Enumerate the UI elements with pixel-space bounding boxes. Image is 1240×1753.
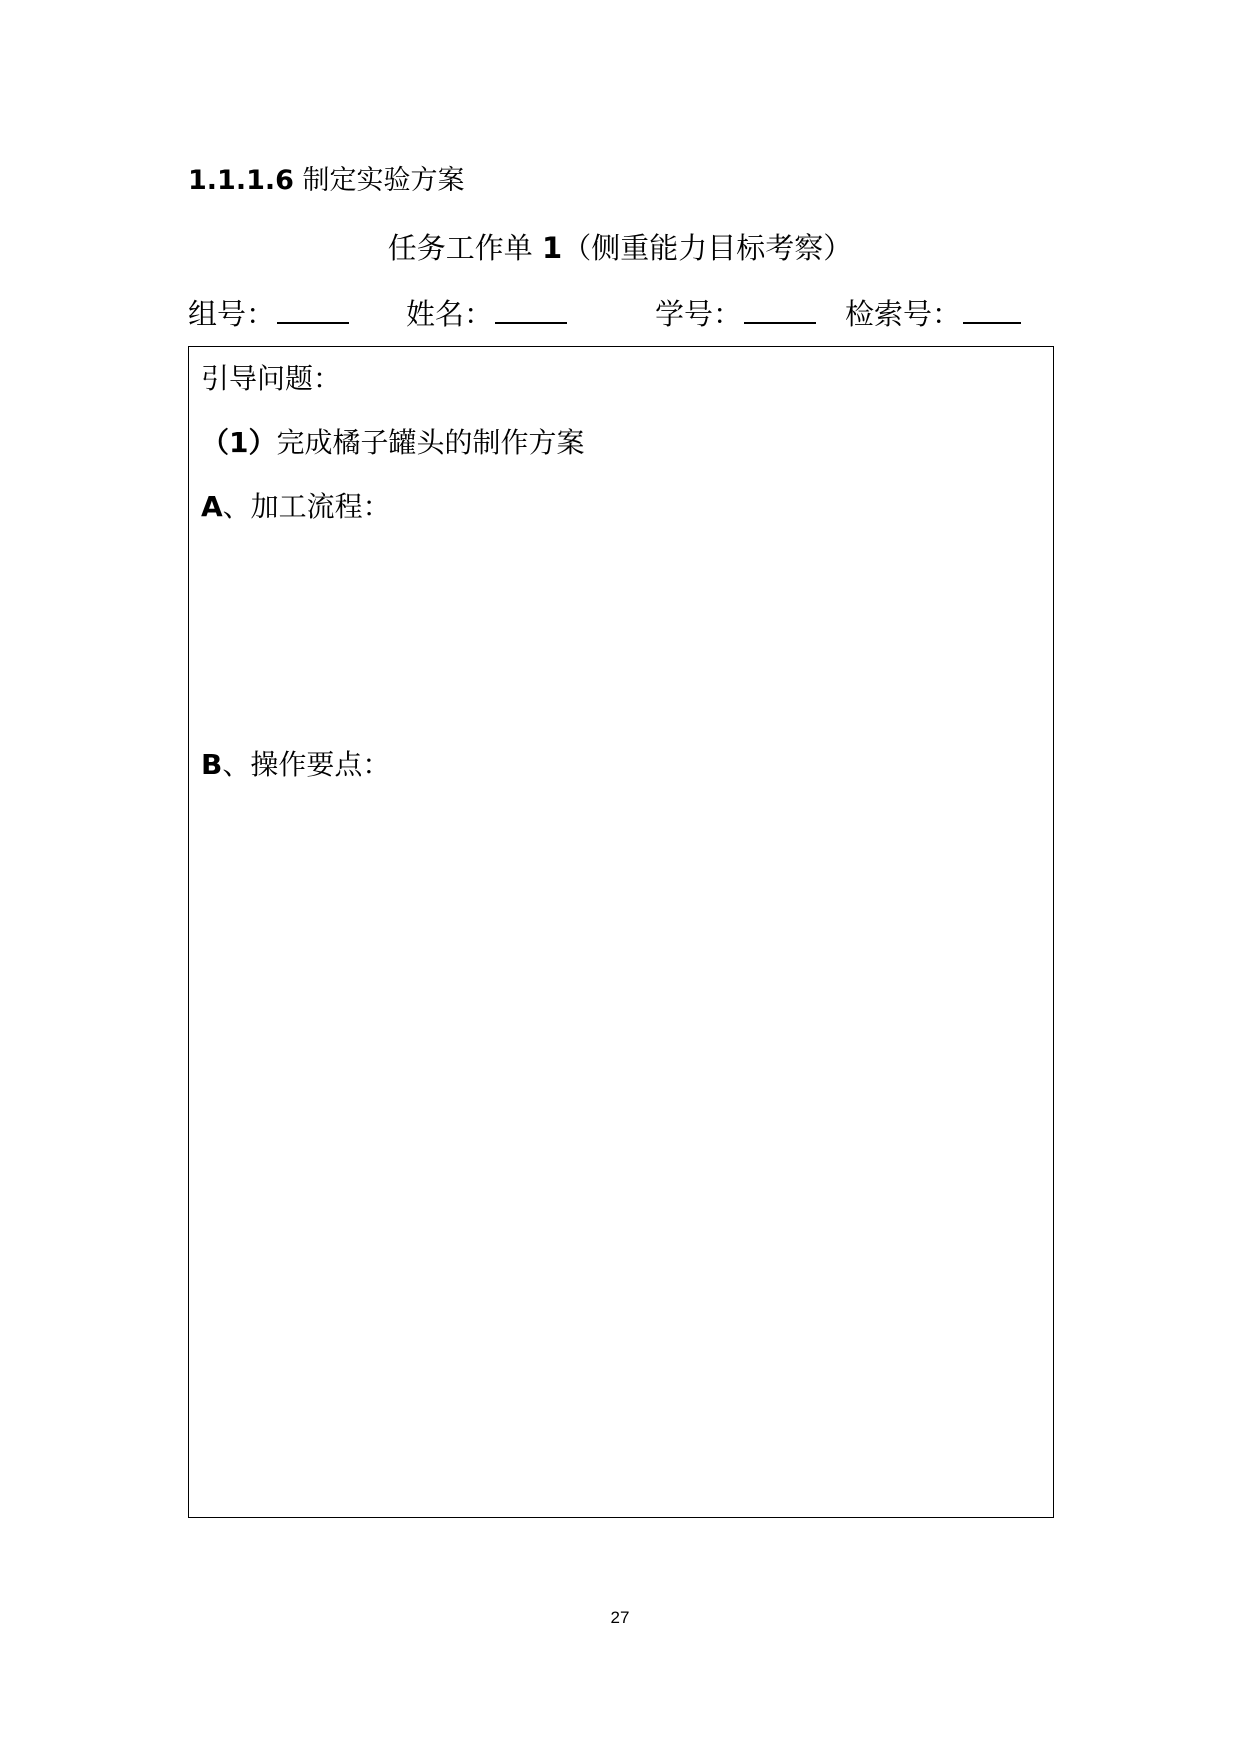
- section-heading: [188, 164, 465, 198]
- name-field: [406, 295, 567, 333]
- worksheet-title: [0, 230, 1240, 266]
- group-number-blank[interactable]: [277, 300, 349, 324]
- question-1-number: （1）: [201, 426, 277, 459]
- item-a-letter: A: [201, 490, 223, 523]
- student-id-label: 学号：: [655, 297, 743, 331]
- item-b-text: 、操作要点：: [222, 748, 391, 781]
- group-number-label: 组号：: [188, 297, 276, 331]
- student-id-field: [655, 295, 816, 333]
- guide-question-heading: 引导问题：: [201, 362, 342, 395]
- item-a-processing-flow: [201, 489, 391, 525]
- item-b-letter: B: [201, 748, 223, 781]
- worksheet-title-prefix: 任务工作单: [387, 231, 533, 265]
- student-id-blank[interactable]: [744, 300, 816, 324]
- section-title: 制定实验方案: [302, 165, 465, 196]
- item-b-operation-points: [201, 747, 390, 783]
- section-number: 1.1.1.6: [188, 165, 294, 196]
- worksheet-title-number: 1: [542, 231, 563, 265]
- name-blank[interactable]: [495, 300, 567, 324]
- index-number-label: 检索号：: [845, 297, 962, 331]
- group-number-field: [188, 295, 349, 333]
- answer-box[interactable]: [188, 346, 1054, 1518]
- index-number-blank[interactable]: [963, 300, 1021, 324]
- question-1-text: 完成橘子罐头的制作方案: [276, 426, 585, 459]
- worksheet-title-suffix: （侧重能力目标考察）: [562, 231, 853, 265]
- question-1: [201, 425, 585, 461]
- name-label: 姓名：: [406, 297, 494, 331]
- index-number-field: [845, 295, 1021, 333]
- page-number: 27: [610, 1608, 630, 1627]
- student-info-line: [0, 295, 1240, 335]
- item-a-text: 、加工流程：: [222, 490, 391, 523]
